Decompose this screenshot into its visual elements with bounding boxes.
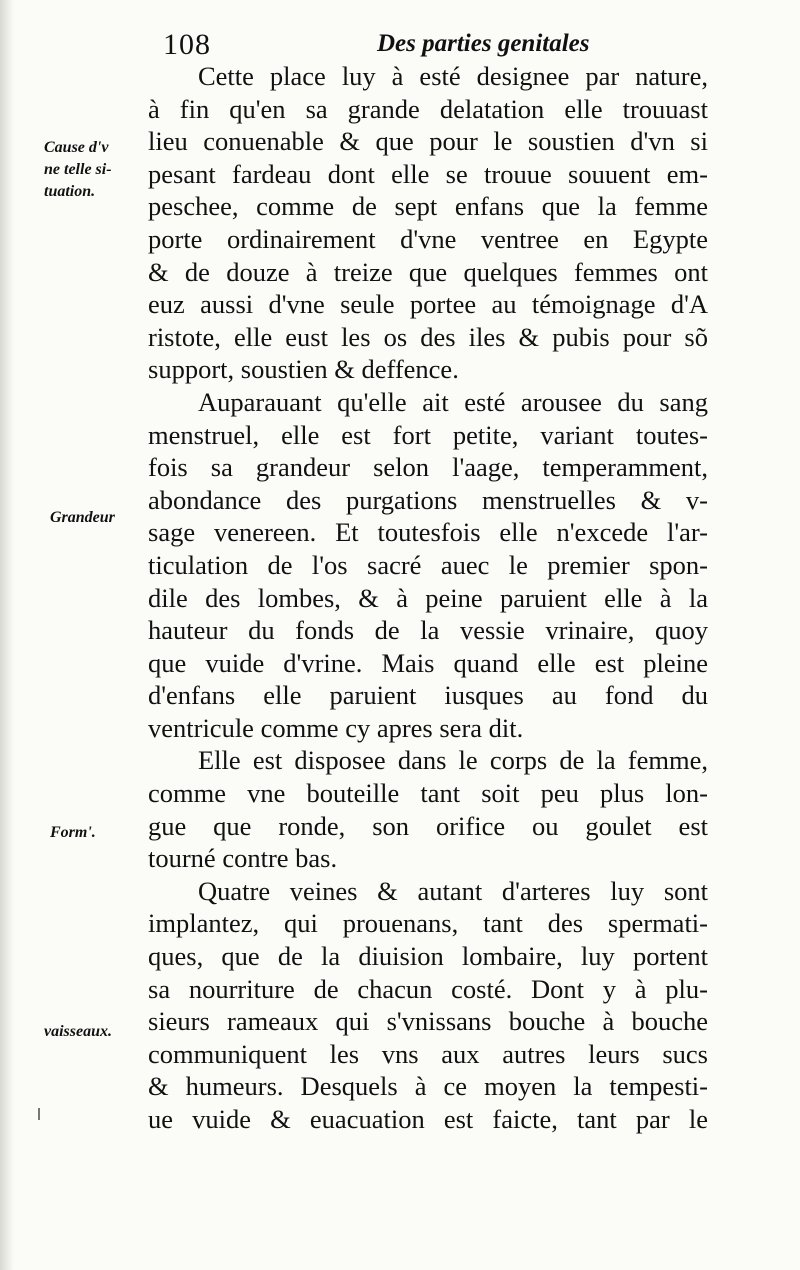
text-line: & humeurs. Desquels à ce moyen la tempesti- [148,1071,708,1102]
text-line: pesant fardeau dont elle se trouue souuent em- [148,158,708,189]
margin-note-grandeur [50,507,115,529]
margin-note-situation [44,137,112,203]
text-line: Elle est disposee dans le corps de la femme, [198,745,708,776]
running-title: Des parties genitales [377,30,590,57]
text-line: comme vne bouteille tant soit peu plus lon- [148,778,708,809]
body-text [148,60,708,1136]
text-line: abondance des purgations menstruelles & v- [148,484,708,515]
margin-note-line: Form'. [50,824,96,841]
text-line: sa nourriture de chacun costé. Dont y à plu- [148,973,708,1004]
text-line: d'enfans elle paruient iusques au fond du [148,680,708,711]
text-line: Quatre veines & autant d'arteres luy sont [198,875,708,906]
text-line: sage venereen. Et toutesfois elle n'excede l'ar- [148,517,708,548]
page-number: 108 [163,28,211,61]
text-line: & de douze à treize que quelques femmes ont [148,256,708,287]
text-line: dile des lombes, & à peine paruient elle à la [148,582,708,613]
margin-note-forme [50,822,96,844]
text-line: ue vuide & euacuation est faicte, tant par le [148,1104,708,1134]
page-edge-shadow [0,0,14,1270]
text-line: peschee, comme de sept enfans que la femme [148,191,708,222]
text-line: menstruel, elle est fort petite, variant toutes- [148,419,708,450]
text-line: fois sa grandeur selon l'aage, temperamment, [148,452,708,483]
text-line: hauteur du fonds de la vessie vrinaire, quoy [148,615,708,646]
text-line: Auparauant qu'elle ait esté arousee du sang [198,386,708,417]
text-line: ventricule comme cy apres sera dit. [148,712,524,743]
text-line: ristote, elle eust les os des iles & pubis pour sõ [148,321,708,352]
text-line: ques, que de la diuision lombaire, luy portent [148,941,708,972]
margin-note-line: Cause d'v [44,139,109,156]
text-line: à fin qu'en sa grande delatation elle trouuast [148,93,708,124]
print-speck [38,1108,40,1120]
text-line: support, soustien & deffence. [148,354,459,385]
text-line: communiquent les vns aux autres leurs sucs [148,1038,708,1069]
text-line: ticulation de l'os sacré auec le premier spon- [148,549,708,580]
text-line: euz aussi d'vne seule portee au témoignage d'A [148,289,708,320]
margin-note-line: Grandeur [50,509,115,526]
margin-note-line: vaisseaux. [44,1023,112,1040]
text-line: sieurs rameaux qui s'vnissans bouche à bouche [148,1006,708,1037]
margin-note-line: ne telle si- [44,161,112,178]
margin-note-vaisseaux [44,1021,112,1043]
text-line: implantez, qui prouenans, tant des spermati- [148,908,708,939]
text-line: gue que ronde, son orifice ou goulet est [148,810,708,841]
text-line: porte ordinairement d'vne ventree en Egypte [148,223,708,254]
text-line: Cette place luy à esté designee par nature, [198,61,708,91]
text-line: que vuide d'vrine. Mais quand elle est pleine [148,647,708,678]
text-line: tourné contre bas. [148,843,338,874]
margin-note-line: tuation. [44,183,96,200]
text-line: lieu conuenable & que pour le soustien d'vn si [148,126,708,157]
